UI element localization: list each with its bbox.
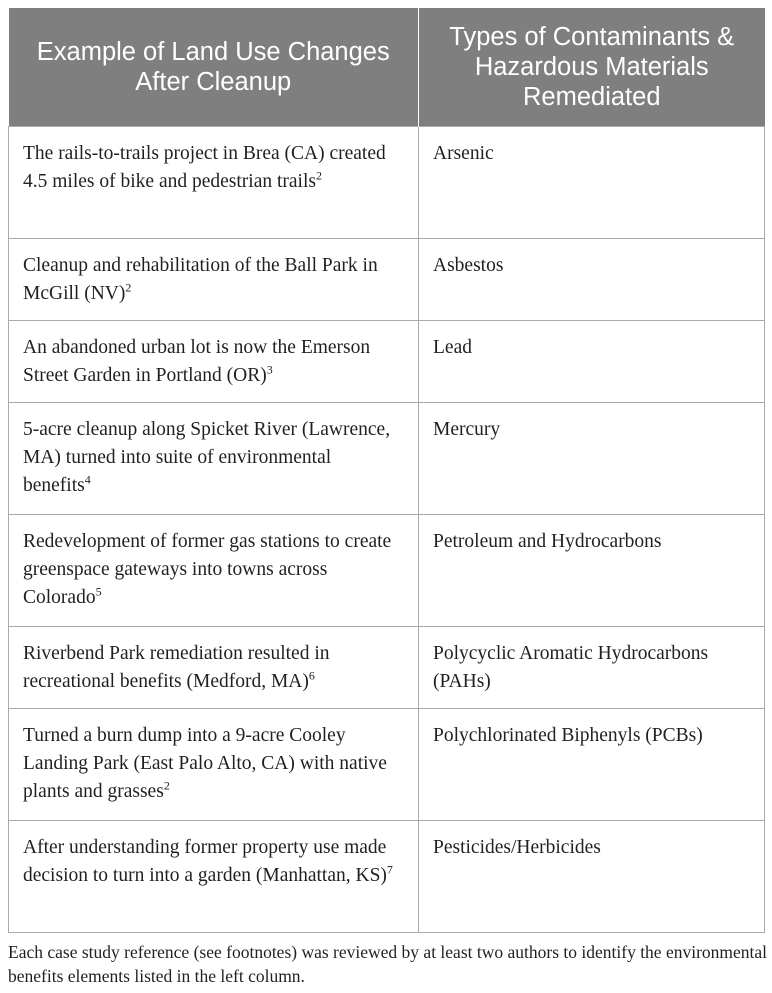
contaminant-cell: Arsenic xyxy=(419,126,765,238)
land-use-text: 5-acre cleanup along Spicket River (Lawrence, MA) turned into suite of environmental benefits xyxy=(23,418,391,496)
header-row xyxy=(9,8,765,126)
table-row xyxy=(9,514,765,626)
reference-number: 2 xyxy=(163,778,170,792)
table-row xyxy=(9,126,765,238)
land-use-cell xyxy=(9,402,419,514)
land-use-cell xyxy=(9,514,419,626)
reference-number: 3 xyxy=(266,362,273,376)
land-use-text: Turned a burn dump into a 9-acre Cooley Landing Park (East Palo Alto, CA) with native plants and grasses xyxy=(23,724,387,802)
land-use-cell xyxy=(9,126,419,238)
table-row xyxy=(9,238,765,320)
contaminant-cell: Asbestos xyxy=(419,238,765,320)
land-use-cell xyxy=(9,320,419,402)
land-use-cell xyxy=(9,708,419,820)
header-contaminants: Types of Contaminants & Hazardous Materials Remediated xyxy=(419,8,765,126)
land-use-text: Redevelopment of former gas stations to create greenspace gateways into towns across Colorado xyxy=(23,530,392,608)
table-footnote: Each case study reference (see footnotes) was reviewed by at least two authors to identify the environmental benefits elements listed in the left column. xyxy=(8,942,768,986)
reference-number: 7 xyxy=(386,862,393,876)
contaminant-cell: Lead xyxy=(419,320,765,402)
table-row xyxy=(9,402,765,514)
table-row xyxy=(9,626,765,708)
table-row xyxy=(9,820,765,932)
land-use-text: The rails-to-trails project in Brea (CA) created 4.5 miles of bike and pedestrian trails xyxy=(23,142,386,192)
header-land-use: Example of Land Use Changes After Cleanup xyxy=(9,8,419,126)
land-use-text: An abandoned urban lot is now the Emerson Street Garden in Portland (OR) xyxy=(23,336,371,386)
land-use-text: Cleanup and rehabilitation of the Ball Park in McGill (NV) xyxy=(23,254,378,304)
contaminant-cell: Polycyclic Aromatic Hydrocarbons (PAHs) xyxy=(419,626,765,708)
reference-number: 5 xyxy=(95,584,102,598)
land-use-cell xyxy=(9,626,419,708)
contaminant-cell: Polychlorinated Biphenyls (PCBs) xyxy=(419,708,765,820)
reference-number: 4 xyxy=(84,472,91,486)
table-row xyxy=(9,708,765,820)
land-use-table xyxy=(8,8,765,933)
land-use-text: Riverbend Park remediation resulted in recreational benefits (Medford, MA) xyxy=(23,642,330,692)
reference-number: 6 xyxy=(308,668,315,682)
reference-number: 2 xyxy=(315,168,322,182)
contaminant-cell: Mercury xyxy=(419,402,765,514)
land-use-text: After understanding former property use made decision to turn into a garden (Manhattan, KS) xyxy=(23,836,387,886)
table-row xyxy=(9,320,765,402)
contaminant-cell: Pesticides/Herbicides xyxy=(419,820,765,932)
contaminant-cell: Petroleum and Hydrocarbons xyxy=(419,514,765,626)
land-use-cell xyxy=(9,820,419,932)
land-use-cell xyxy=(9,238,419,320)
reference-number: 2 xyxy=(125,280,132,294)
